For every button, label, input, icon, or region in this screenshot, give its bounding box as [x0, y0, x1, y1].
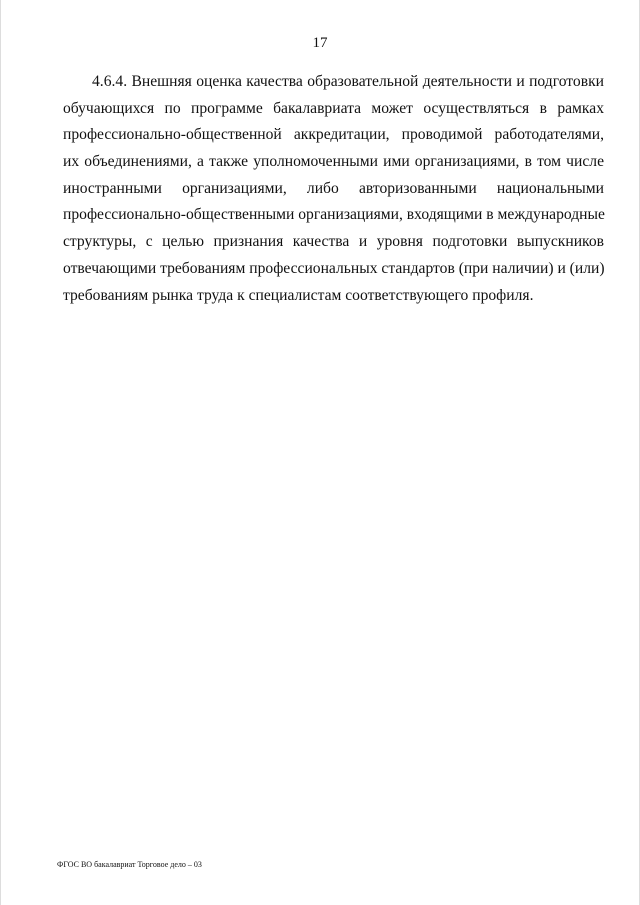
page-number: 17 [312, 35, 328, 51]
paragraph-line: профессионально-общественными организациями, входящими в международные [63, 206, 605, 224]
paragraph-line: профессионально-общественной аккредитации, проводимой работодателями, [63, 126, 604, 144]
paragraph-line: иностранными организациями, либо авторизованными национальными [63, 179, 604, 197]
paragraph-line: структуры, с целью признания качества и уровня подготовки выпускников [63, 233, 604, 251]
footer-document-id: ФГОС ВО бакалавриат Торговое дело – 03 [57, 860, 202, 869]
paragraph-line: требованиям рынка труда к специалистам соответствующего профиля. [63, 286, 534, 304]
paragraph-line: обучающихся по программе бакалавриата может осуществляться в рамках [63, 99, 604, 117]
paragraph-line: их объединениями, а также уполномоченными ими организациями, в том числе [63, 153, 604, 171]
paragraph-line: 4.6.4. Внешняя оценка качества образовательной деятельности и подготовки [92, 73, 604, 90]
paragraph-4-6-4 [63, 69, 604, 309]
paragraph-line: отвечающими требованиям профессиональных стандартов (при наличии) и (или) [63, 259, 605, 277]
scan-edge-left [0, 0, 1, 905]
